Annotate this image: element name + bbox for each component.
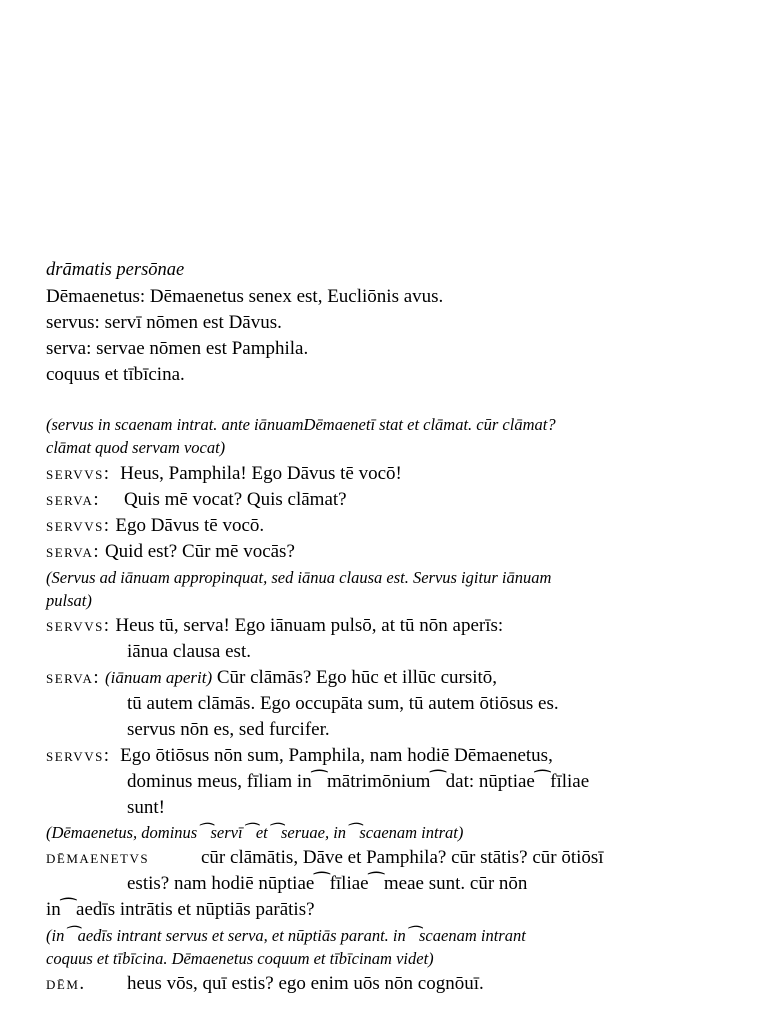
dialogue-line bbox=[46, 515, 264, 537]
dialogue-continuation: sunt! bbox=[127, 797, 165, 818]
stage-direction: coquus et tībīcina. Dēmaenetus coquum et tībīcinam videt) bbox=[46, 949, 434, 968]
dialogue-line bbox=[46, 615, 503, 637]
speaker-label: serva: bbox=[46, 541, 101, 562]
dialogue-line bbox=[46, 489, 347, 511]
dialogue-text: heus vōs, quī estis? ego enim uōs nōn cognōuī. bbox=[127, 973, 484, 994]
dialogue-text: Ego Dāvus tē vocō. bbox=[115, 515, 265, 536]
speaker-label: dēm. bbox=[46, 973, 86, 994]
speaker-label: serva: bbox=[46, 667, 101, 688]
cast-line-coquus: coquus et tībīcina. bbox=[46, 364, 185, 385]
dialogue-line bbox=[46, 667, 497, 689]
dialogue-text: Heus, Pamphila! Ego Dāvus tē vocō! bbox=[120, 463, 402, 484]
cast-line-demaenetus: Dēmaenetus: Dēmaenetus senex est, Eucliōnis avus. bbox=[46, 286, 444, 307]
cast-line-servus: servus: servī nōmen est Dāvus. bbox=[46, 312, 282, 333]
dialogue-continuation: servus nōn es, sed furcifer. bbox=[127, 719, 330, 740]
stage-direction: (Dēmaenetus, dominus⁀servī⁀et⁀seruae, in⁀scaenam intrat) bbox=[46, 823, 464, 842]
dialogue-line bbox=[46, 541, 295, 563]
dialogue-line bbox=[46, 745, 553, 767]
dialogue-continuation: dominus meus, fīliam in⁀mātrimōnium⁀dat: nūptiae⁀fīliae bbox=[127, 771, 590, 792]
dialogue-line bbox=[46, 463, 402, 485]
dialogue-continuation: iānua clausa est. bbox=[127, 641, 251, 662]
cast-line-serva: serva: servae nōmen est Pamphila. bbox=[46, 338, 309, 359]
dialogue-continuation: estis? nam hodiē nūptiae⁀fīliae⁀meae sunt. cūr nōn bbox=[127, 873, 528, 894]
cast-heading: drāmatis persōnae bbox=[46, 260, 185, 280]
speaker-label: servvs: bbox=[46, 463, 111, 484]
inline-stage-direction: (iānuam aperit) bbox=[104, 668, 213, 687]
dialogue-line bbox=[46, 847, 604, 869]
speaker-label: serva: bbox=[46, 489, 101, 510]
dialogue-line bbox=[46, 973, 484, 995]
speaker-label: servvs: bbox=[46, 745, 111, 766]
stage-direction: (servus in scaenam intrat. ante iānuamDēmaenetī stat et clāmat. cūr clāmat? bbox=[46, 415, 556, 434]
dialogue-text: Quis mē vocat? Quis clāmat? bbox=[123, 489, 347, 510]
dialogue-text: Cūr clāmās? Ego hūc et illūc cursitō, bbox=[216, 667, 498, 688]
stage-direction: clāmat quod servam vocat) bbox=[46, 438, 226, 457]
stage-direction: pulsat) bbox=[46, 591, 92, 610]
dialogue-continuation: tū autem clāmās. Ego occupāta sum, tū autem ōtiōsus es. bbox=[127, 693, 559, 714]
speaker-label: servvs: bbox=[46, 615, 111, 636]
stage-direction: (in⁀aedīs intrant servus et serva, et nūptiās parant. in⁀scaenam intrant bbox=[46, 926, 526, 945]
dialogue-text: Heus tū, serva! Ego iānuam pulsō, at tū nōn aperīs: bbox=[115, 615, 504, 636]
dialogue-text: cūr clāmātis, Dāve et Pamphila? cūr stātis? cūr ōtiōsī bbox=[201, 847, 604, 868]
dialogue-text: Ego ōtiōsus nōn sum, Pamphila, nam hodiē Dēmaenetus, bbox=[120, 745, 553, 766]
dialogue-continuation: in⁀aedīs intrātis et nūptiās parātis? bbox=[46, 899, 315, 920]
stage-direction: (Servus ad iānuam appropinquat, sed iānua clausa est. Servus igitur iānuam bbox=[46, 568, 552, 587]
dialogue-text: Quid est? Cūr mē vocās? bbox=[104, 541, 295, 562]
speaker-label: dēmaenetvs bbox=[46, 847, 150, 868]
speaker-label: servvs: bbox=[46, 515, 111, 536]
